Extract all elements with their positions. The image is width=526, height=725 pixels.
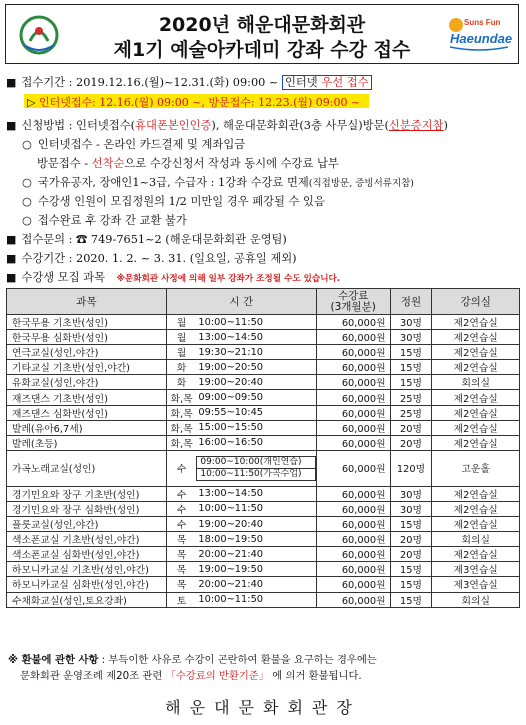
cell-day: 화 [166,375,196,390]
online-line [22,136,245,152]
cell-day: 수 [166,450,196,486]
table-row [7,330,520,345]
refund-text-1: : 부득이한 사유로 수강이 곤란하여 환불을 요구하는 경우에는 [98,654,377,666]
discount-line [22,174,414,190]
visit-line [37,155,339,171]
method-line [6,117,448,133]
cell-room: 제2연습실 [432,360,520,375]
cell-time: 18:00~19:50 [196,532,316,547]
cell-day: 화,목 [166,435,196,450]
cell-fee: 60,000원 [316,450,390,486]
badge-prefix: 인터넷 [284,76,322,89]
first-come: 선착순 [91,157,125,170]
cell-room: 회의실 [432,375,520,390]
square-bullet-icon: ■ [6,119,17,132]
refund-text-2-prefix: 문화회관 운영조례 제20조 관련 [20,670,166,682]
cell-capacity: 20명 [390,435,432,450]
cell-subject: 하모니카교실 심화반(성인,야간) [7,577,167,592]
square-bullet-icon: ■ [6,76,17,89]
badge-highlight: 우선 접수 [321,76,369,89]
table-row [7,435,520,450]
cell-time: 10:00~11:50 [196,501,316,516]
refund-notice [8,652,520,684]
circle-bullet-icon: ○ [22,176,32,189]
cell-room: 제2연습실 [432,405,520,420]
cell-capacity: 30명 [390,486,432,501]
cell-time: 10:00~11:50 [196,315,316,330]
table-row [7,345,520,360]
arrow-icon: ▷ [27,96,39,109]
cell-day: 수 [166,517,196,532]
cell-day: 화 [166,360,196,375]
cell-subject: 경기민요와 장구 기초반(성인) [7,486,167,501]
closure-line [22,193,325,209]
cell-time: 19:00~20:40 [196,517,316,532]
closure-text: 수강생 인원이 모집정원의 1/2 미만일 경우 폐강될 수 있음 [37,195,325,208]
cell-capacity: 15명 [390,360,432,375]
cell-subject: 유화교실(성인,야간) [7,375,167,390]
cell-subject: 한국무용 심화반(성인) [7,330,167,345]
cell-day: 월 [166,345,196,360]
choir-time-2: 10:00~11:50(가곡수업) [196,469,315,481]
table-row [7,532,520,547]
cell-capacity: 20명 [390,532,432,547]
cell-capacity: 120명 [390,450,432,486]
cell-subject: 색소폰교실 기초반(성인,야간) [7,532,167,547]
logo-bottom-text: Haeundae [450,31,512,46]
cell-fee: 60,000원 [316,420,390,435]
cell-room: 회의실 [432,592,520,607]
square-bullet-icon: ■ [6,252,17,265]
cell-day: 목 [166,547,196,562]
cell-room: 제2연습실 [432,486,520,501]
cell-subject: 발레(초등) [7,435,167,450]
cell-fee: 60,000원 [316,405,390,420]
visit-prefix: 방문접수 - [37,157,92,170]
table-body [7,315,520,451]
cell-day: 월 [166,315,196,330]
cell-day: 수 [166,486,196,501]
refund-text-2-suffix: 에 의거 환불됩니다. [269,670,362,682]
cell-fee: 60,000원 [316,435,390,450]
cell-capacity: 20명 [390,420,432,435]
table-row [7,375,520,390]
square-bullet-icon: ■ [6,233,17,246]
cell-time: 19:00~20:40 [196,375,316,390]
cell-fee: 60,000원 [316,390,390,405]
cell-subject: 기타교실 기초반(성인,야간) [7,360,167,375]
cell-capacity: 15명 [390,592,432,607]
table-row [7,315,520,330]
cell-fee: 60,000원 [316,562,390,577]
cell-room: 제3연습실 [432,562,520,577]
cell-capacity: 15명 [390,375,432,390]
cell-capacity: 30명 [390,501,432,516]
header-fee-line1: 수강료 [337,289,369,302]
choir-time-1: 09:00~10:00(개인연습) [196,456,315,469]
cell-day: 월 [166,330,196,345]
cell-room: 제2연습실 [432,517,520,532]
cell-day: 토 [166,592,196,607]
header-time: 시 간 [166,289,316,315]
refund-standard: 「수강료의 반환기준」 [165,670,270,682]
cell-capacity: 15명 [390,517,432,532]
recruit-label: 수강생 모집 과목 [21,271,105,284]
discount-note: (직접방문, 증빙서류지참) [308,178,415,189]
cell-day: 목 [166,532,196,547]
cell-subject: 재즈댄스 심화반(성인) [7,405,167,420]
recruit-note: ※문화회관 사정에 의해 일부 강좌가 조정될 수도 있습니다. [116,274,341,284]
cell-fee: 60,000원 [316,345,390,360]
cell-room: 제2연습실 [432,547,520,562]
table-row [7,517,520,532]
cell-time: 15:00~15:50 [196,420,316,435]
priority-badge [282,75,372,90]
refund-label: ※ 환불에 관한 사항 [8,654,99,666]
cell-capacity: 25명 [390,390,432,405]
cell-fee: 60,000원 [316,547,390,562]
visit-suffix: 으로 수강신청서 작성과 동시에 수강료 납부 [124,157,339,170]
method-suffix: ) [443,119,448,132]
title-box [5,4,519,64]
header-fee-line2: (3개월분) [330,300,376,313]
cell-time: 19:30~21:10 [196,345,316,360]
cell-day: 화,목 [166,390,196,405]
cell-subject: 수채화교실(성인,토요강좌) [7,592,167,607]
sun-logo-icon [446,13,512,55]
cell-time: 20:00~21:40 [196,547,316,562]
cell-day: 목 [166,562,196,577]
circle-bullet-icon: ○ [22,214,32,227]
table-row [7,486,520,501]
cell-time: 19:00~20:50 [196,360,316,375]
cell-capacity: 15명 [390,345,432,360]
method-middle: ), 해운대문화회관(3층 사무실)방문( [211,119,389,132]
cell-capacity: 20명 [390,547,432,562]
cell-time: 20:00~21:40 [196,577,316,592]
cell-fee: 60,000원 [316,486,390,501]
cell-time: 09:00~09:50 [196,390,316,405]
cell-room: 회의실 [432,532,520,547]
discount-text: 국가유공자, 장애인1~3급, 수급자 : 1강좌 수강료 면제 [37,176,309,189]
haeundae-logo [446,13,512,55]
cell-fee: 60,000원 [316,592,390,607]
table-row-choir [7,450,520,486]
cell-room: 제2연습실 [432,390,520,405]
inquiry-line [6,231,287,247]
cell-day: 수 [166,501,196,516]
header-capacity: 정원 [390,289,432,315]
cell-time: 13:00~14:50 [196,486,316,501]
course-table [6,288,520,608]
term-text: 수강기간 : 2020. 1. 2. ~ 3. 31. (일요일, 공휴일 제외) [21,252,297,265]
table-row [7,547,520,562]
circle-bullet-icon: ○ [22,195,32,208]
cell-room: 제2연습실 [432,501,520,516]
cell-room: 제2연습실 [432,345,520,360]
table-row [7,420,520,435]
header-room: 강의실 [432,289,520,315]
cell-capacity: 30명 [390,315,432,330]
cell-fee: 60,000원 [316,501,390,516]
cell-time: 16:00~16:50 [196,435,316,450]
choir-body [7,450,520,486]
cell-fee: 60,000원 [316,330,390,345]
period-line [6,74,372,90]
cell-fee: 60,000원 [316,315,390,330]
cell-subject: 한국무용 기초반(성인) [7,315,167,330]
cell-day: 화,목 [166,405,196,420]
cell-time: 10:00~11:50 [196,592,316,607]
cell-subject: 경기민요와 장구 심화반(성인) [7,501,167,516]
cell-subject: 재즈댄스 기초반(성인) [7,390,167,405]
internet-date: 인터넷접수: 12.16.(월) 09:00 ~, [38,96,209,109]
cell-fee: 60,000원 [316,517,390,532]
cell-room: 제2연습실 [432,315,520,330]
cell-room: 제2연습실 [432,420,520,435]
logo-top-text: Suns Fun [464,18,501,27]
cell-subject: 가곡노래교실(성인) [7,450,167,486]
footer-signature: 해운대문화회관장 [165,698,361,717]
cell-time: 13:00~14:50 [196,330,316,345]
cell-fee: 60,000원 [316,532,390,547]
visit-date: 방문접수: 12.23.(월) 09:00 ~ [208,96,361,109]
table-row [7,405,520,420]
cell-capacity: 25명 [390,405,432,420]
table-row [7,501,520,516]
period-label: 접수기간 : 2019.12.16.(월)~12.31.(화) 09:00 ~ [21,76,279,89]
cell-capacity: 15명 [390,577,432,592]
square-bullet-icon: ■ [6,271,17,284]
cell-room: 제2연습실 [432,435,520,450]
cell-capacity: 30명 [390,330,432,345]
reception-dates [24,94,369,108]
header-fee [316,289,390,315]
table-row [7,592,520,607]
cell-fee: 60,000원 [316,577,390,592]
cell-time [196,450,316,486]
cell-time: 19:00~19:50 [196,562,316,577]
cell-fee: 60,000원 [316,375,390,390]
cell-fee: 60,000원 [316,360,390,375]
term-line [6,250,297,266]
recruit-line [6,269,340,285]
cell-subject: 발레(유아6,7세) [7,420,167,435]
table-row [7,562,520,577]
self-auth: 휴대폰본인인증 [135,119,212,132]
table-header-row [7,289,520,315]
cell-subject: 하모니카교실 기초반(성인,야간) [7,562,167,577]
cell-subject: 플룻교실(성인,야간) [7,517,167,532]
method-prefix: 신청방법 : 인터넷접수( [21,119,136,132]
table-row [7,577,520,592]
cell-room: 제2연습실 [432,330,520,345]
online-text: 인터넷접수 - 온라인 카드결제 및 계좌입금 [37,138,246,151]
cell-day: 화,목 [166,420,196,435]
no-change-text: 접수완료 후 강좌 간 교환 불가 [37,214,187,227]
inquiry-text: 접수문의 : ☎ 749-7651~2 (해운대문화회관 운영팀) [21,233,287,246]
header-subject: 과목 [7,289,167,315]
cell-room: 고운홀 [432,450,520,486]
cell-room: 제3연습실 [432,577,520,592]
cell-subject: 색소폰교실 심화반(성인,야간) [7,547,167,562]
table-row [7,390,520,405]
table-row [7,360,520,375]
circle-bullet-icon: ○ [22,138,32,151]
cell-capacity: 15명 [390,562,432,577]
no-change-line [22,212,187,228]
cell-subject: 연극교실(성인,야간) [7,345,167,360]
id-needed: 신분증지참 [388,119,444,132]
title-line-2: 제1기 예술아카데미 강좌 수강 접수 [113,39,411,61]
cell-day: 목 [166,577,196,592]
table-body-2 [7,486,520,607]
cell-time: 09:55~10:45 [196,405,316,420]
title-line-1: 2020년 해운대문화회관 [158,14,366,36]
